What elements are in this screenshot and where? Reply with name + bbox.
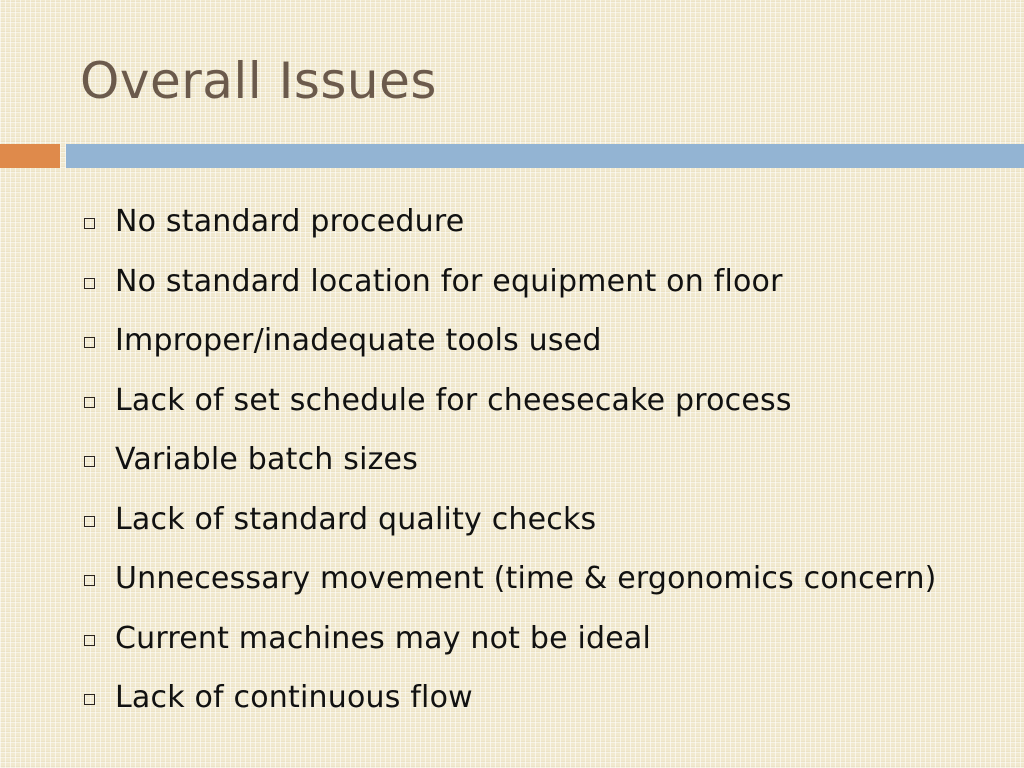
- hollow-square-icon: [84, 278, 95, 289]
- bullet-list: [80, 192, 937, 728]
- hollow-square-icon: [84, 218, 95, 229]
- bullet-text: No standard location for equipment on floor: [115, 263, 783, 299]
- bullet-text: Improper/inadequate tools used: [115, 323, 602, 359]
- bullet-item: [80, 668, 937, 728]
- bullet-item: [80, 192, 937, 252]
- slide-title: Overall Issues: [80, 52, 437, 110]
- bullet-item: [80, 430, 937, 490]
- bullet-text: Lack of continuous flow: [115, 680, 473, 716]
- hollow-square-icon: [84, 694, 95, 705]
- hollow-square-icon: [84, 575, 95, 586]
- bullet-text: No standard procedure: [115, 204, 465, 240]
- hollow-square-icon: [84, 337, 95, 348]
- bullet-item: [80, 371, 937, 431]
- bullet-item: [80, 609, 937, 669]
- title-rule-bar: [66, 144, 1024, 168]
- hollow-square-icon: [84, 635, 95, 646]
- bullet-text: Current machines may not be ideal: [115, 620, 652, 656]
- title-accent-bar: [0, 144, 60, 168]
- hollow-square-icon: [84, 516, 95, 527]
- bullet-item: [80, 490, 937, 550]
- bullet-item: [80, 252, 937, 312]
- bullet-text: Lack of set schedule for cheesecake process: [115, 382, 792, 418]
- bullet-item: [80, 549, 937, 609]
- hollow-square-icon: [84, 456, 95, 467]
- bullet-text: Variable batch sizes: [115, 442, 419, 478]
- bullet-text: Unnecessary movement (time & ergonomics concern): [115, 561, 937, 597]
- bullet-item: [80, 311, 937, 371]
- bullet-text: Lack of standard quality checks: [115, 501, 597, 537]
- hollow-square-icon: [84, 397, 95, 408]
